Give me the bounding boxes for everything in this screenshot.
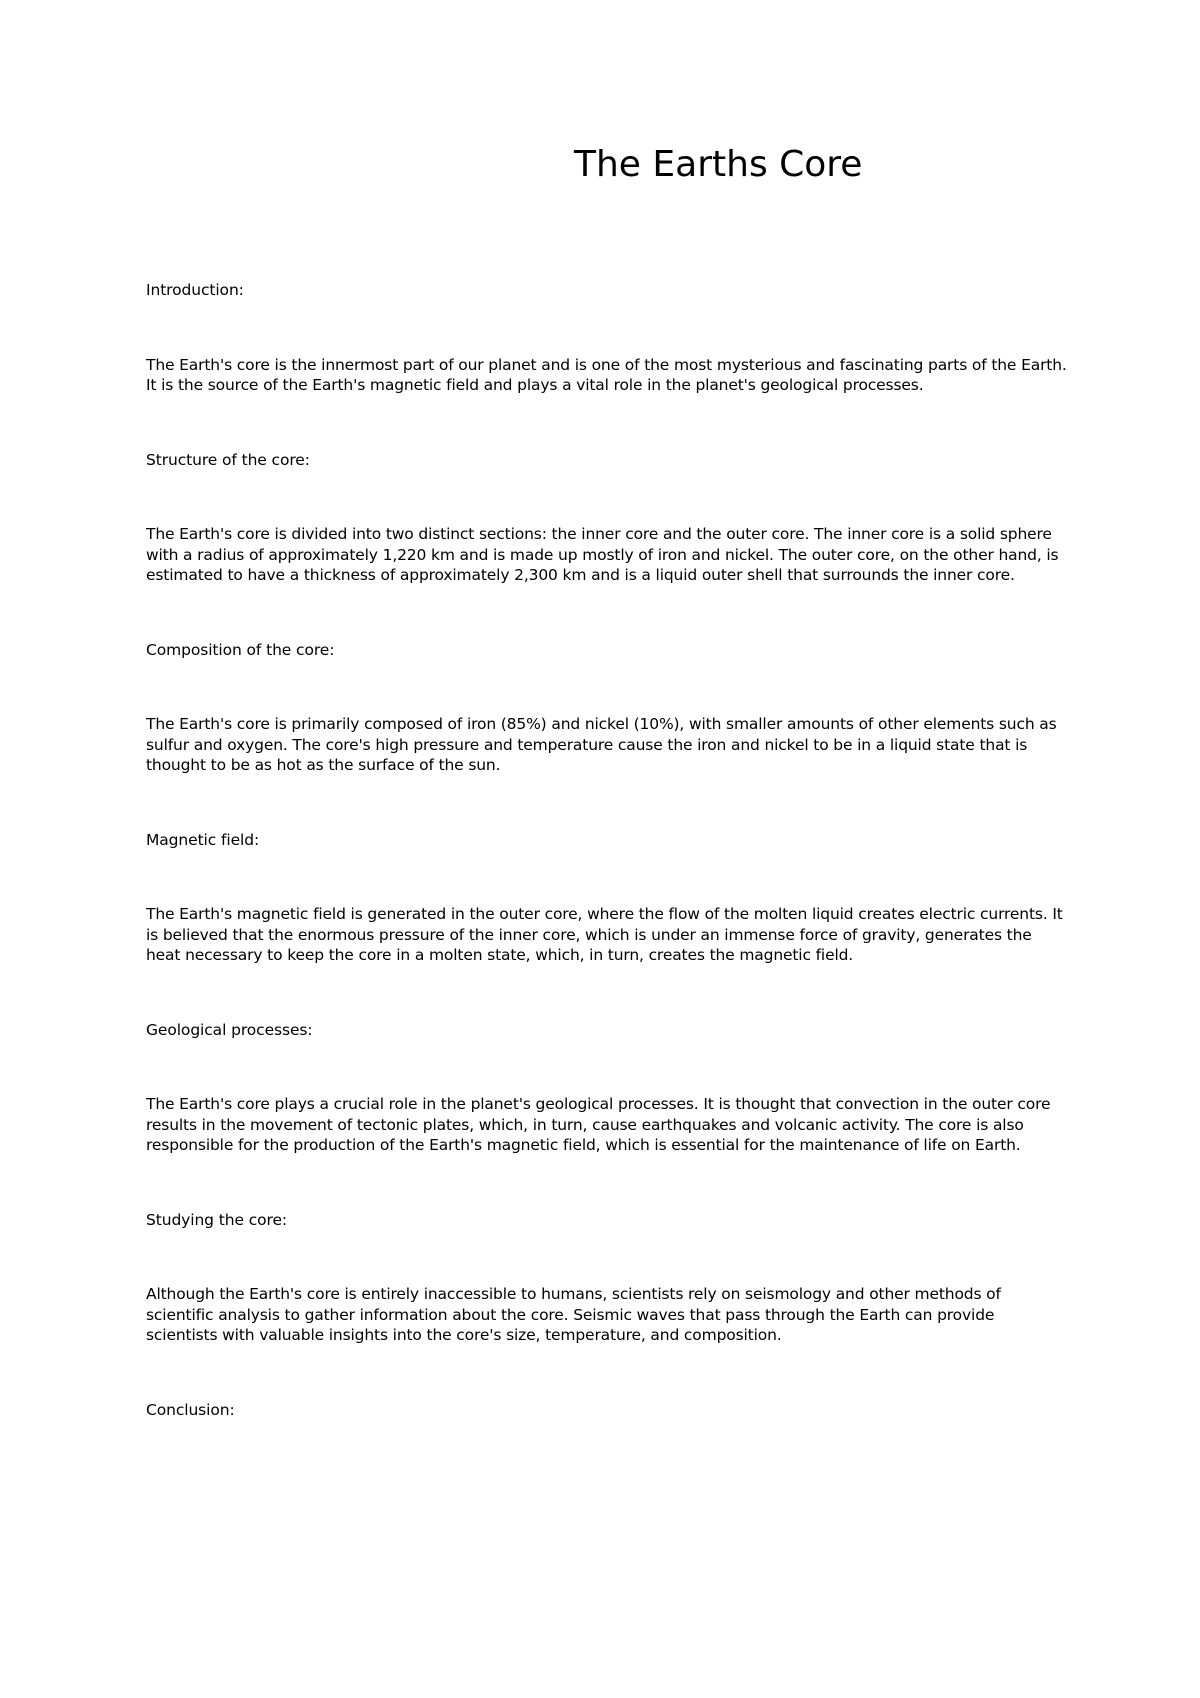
section-magnetic-field — [146, 830, 1068, 966]
section-heading: Magnetic field: — [146, 830, 260, 849]
section-conclusion — [146, 1400, 1068, 1421]
section-geological-processes — [146, 1020, 1068, 1156]
section-introduction — [146, 280, 1068, 396]
section-paragraph: Although the Earth's core is entirely inaccessible to humans, scientists rely on seismology and other methods of scientific analysis to gather information about the core. Seismic waves that pass through the Earth can provide scientists with valuable insights into the core's size, temperature, and composition. — [146, 1285, 1001, 1344]
section-heading: Introduction: — [146, 281, 244, 299]
section-paragraph: The Earth's core is primarily composed of iron (85%) and nickel (10%), with smaller amounts of other elements such as sulfur and oxygen. The core's high pressure and temperature cause the iron and nickel to be in a liquid state that is thought to be as hot as the surface of the sun. — [146, 715, 1057, 774]
section-paragraph: The Earth's magnetic field is generated in the outer core, where the flow of the molten liquid creates electric currents. It is believed that the enormous pressure of the inner core, which is under an immense force of gravity, generates the heat necessary to keep the core in a molten state, which, in turn, creates the magnetic field. — [146, 905, 1063, 964]
section-heading: Conclusion: — [146, 1400, 235, 1419]
section-paragraph: The Earth's core plays a crucial role in the planet's geological processes. It is thought that convection in the outer core results in the movement of tectonic plates, which, in turn, cause earthquakes and volcanic activity. The core is also responsible for the production of the Earth's magnetic field, which is essential for the maintenance of life on Earth. — [146, 1095, 1051, 1154]
section-studying — [146, 1210, 1068, 1346]
section-heading: Composition of the core: — [146, 640, 335, 659]
section-heading: Geological processes: — [146, 1020, 313, 1039]
section-structure — [146, 450, 1068, 586]
section-heading: Structure of the core: — [146, 450, 310, 469]
section-paragraph: The Earth's core is divided into two distinct sections: the inner core and the outer core. The inner core is a solid sphere with a radius of approximately 1,220 km and is made up mostly of iron and nickel. The outer core, on the other hand, is estimated to have a thickness of approximately 2,300 km and is a liquid outer shell that surrounds the inner core. — [146, 525, 1059, 584]
document-title-text: The Earths Core — [574, 144, 863, 185]
section-paragraph: The Earth's core is the innermost part of our planet and is one of the most mysterious and fascinating parts of the Earth. It is the source of the Earth's magnetic field and plays a vital role in the planet's geological processes. — [146, 355, 1067, 394]
section-heading: Studying the core: — [146, 1210, 288, 1229]
section-composition — [146, 640, 1068, 776]
document-body — [146, 280, 1068, 1474]
